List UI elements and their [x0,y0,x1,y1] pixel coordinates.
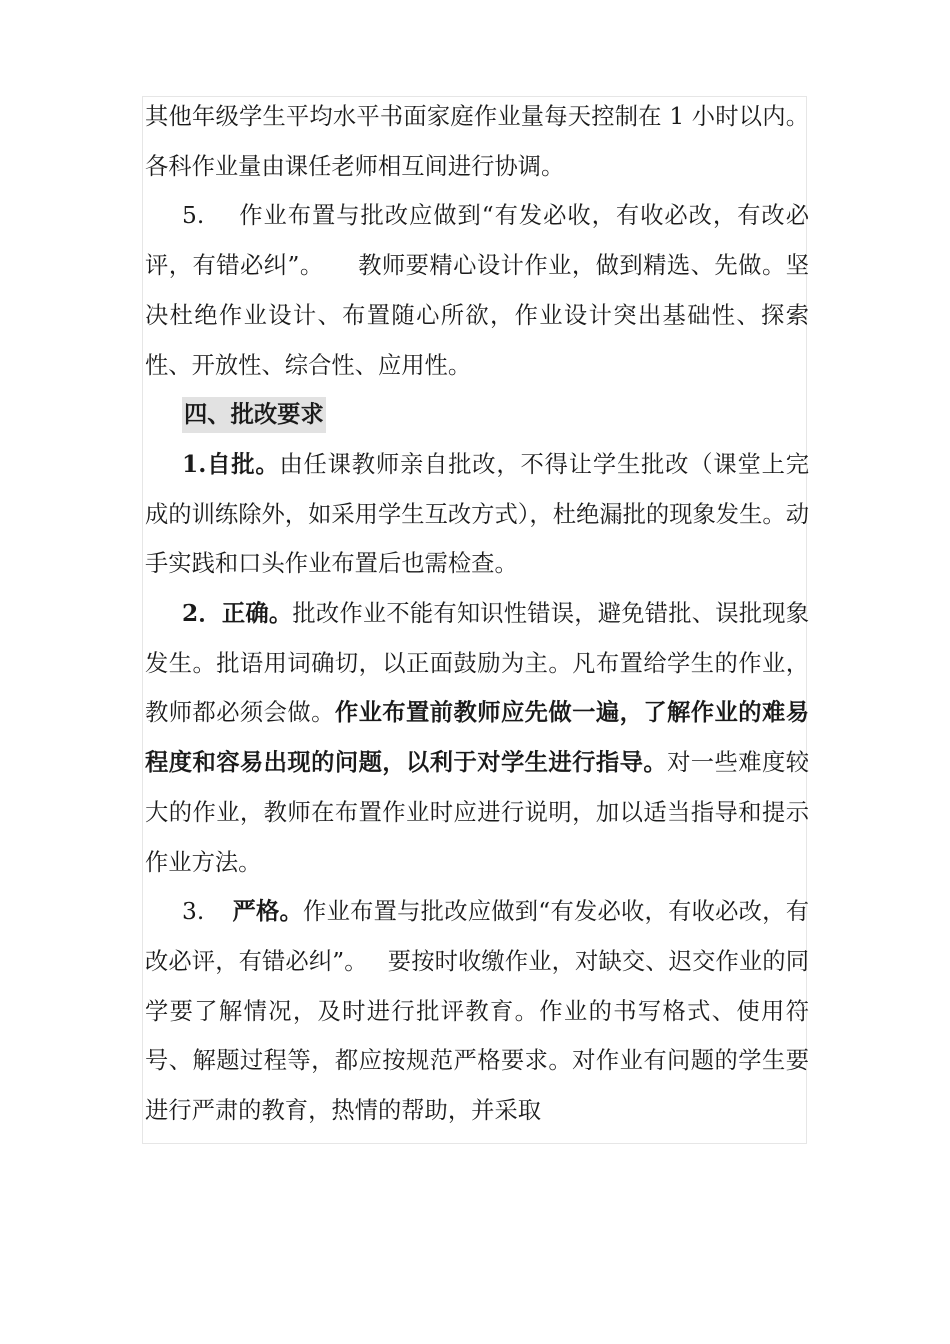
item-1-lead: 1.自批。 [182,450,280,478]
item-5-text: 作业布置与批改应做到“有发必收，有收必改，有改必评，有错必纠”。 [145,202,809,280]
item-3-lead: 严格。 [232,898,304,926]
paragraph-item-2 [145,589,809,887]
paragraph-item-1 [145,440,809,589]
item-2-bold: 作业布置前教师应先做一遍，了解作业的难易程度和容易出现的问题，以利于对学生进行指导。 [145,699,810,777]
item-3-number: 3. [182,898,205,926]
item-1-text: 由任课教师亲自批改，不得让学生批改（课堂上完成的训练除外，如采用学生互改方式），杜绝漏批的现象发生。动手实践和口头作业布置后也需检查。 [145,450,809,578]
item-2-text-a: 批改作业不能有知识性错误，避免错批、误批现象发生。批语用词确切，以正面鼓励为主。凡布置给学生的作业，教师都必须会做。 [145,600,809,727]
section-heading-row [145,390,809,440]
item-3-text: 作业布置与批改应做到“有发必收，有收必改，有改必评，有错必纠”。 [145,898,809,975]
item-2-lead: 2．正确。 [182,600,293,628]
section-heading: 四、批改要求 [182,397,326,433]
item-5-text-2: 教师要精心设计作业，做到精选、先做。坚决杜绝作业设计、布置随心所欲，作业设计突出基础性、探索性、开放性、综合性、应用性。 [145,252,809,379]
paragraph-item-5 [145,191,809,390]
item-3-text-2: 要按时收缴作业，对缺交、迟交作业的同学要了解情况，及时进行批评教育。作业的书写格式、使用符号、解题过程等，都应按规范严格要求。对作业有问题的学生要进行严肃的教育，热情的帮助，并采取 [145,947,809,1125]
paragraph-item-3 [145,887,809,1136]
item-2-text-b: 对一些难度较大的作业，教师在布置作业时应进行说明，加以适当指导和提示作业方法。 [145,749,810,876]
paragraph-continued: 其他年级学生平均水平书面家庭作业量每天控制在 1 小时以内。各科作业量由课任老师相互间进行协调。 [145,103,809,180]
document-body [145,92,809,1136]
item-5-number: 5. [182,202,205,230]
